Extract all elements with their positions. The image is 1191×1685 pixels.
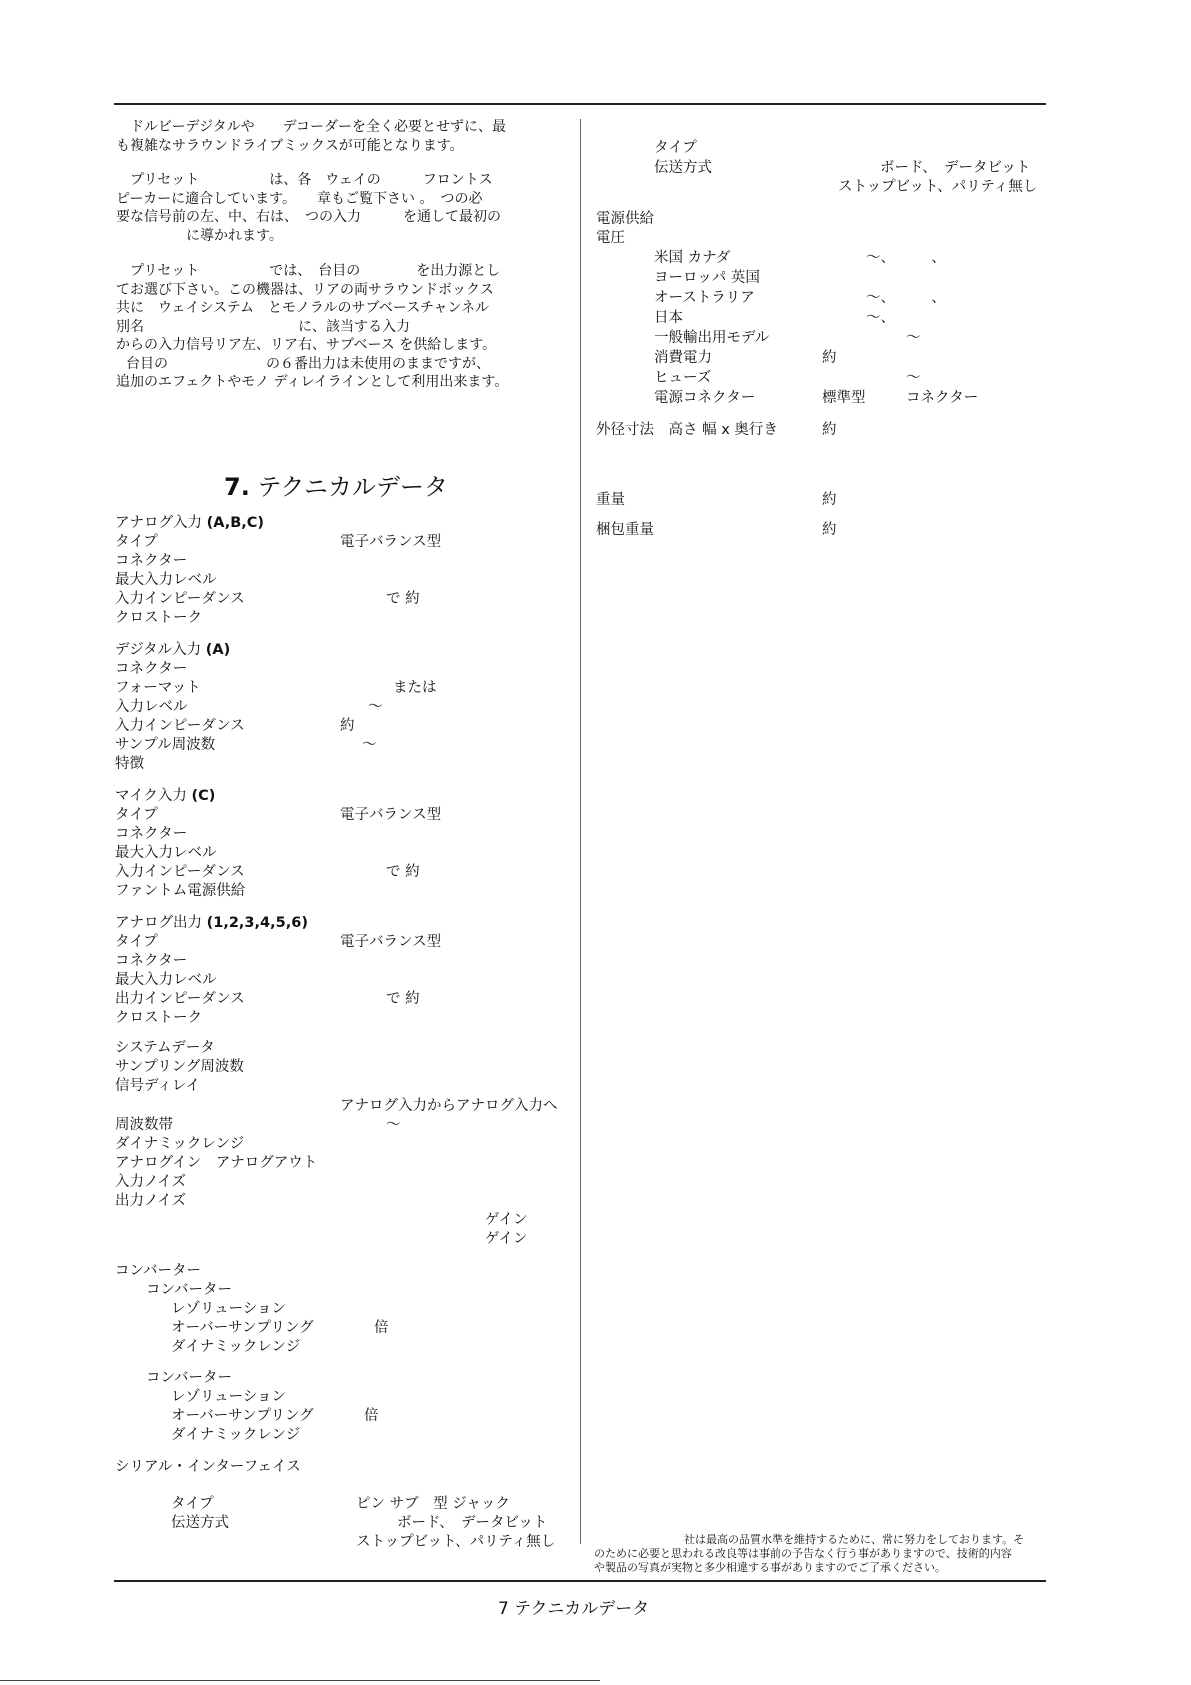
footer-edge-line bbox=[0, 1680, 600, 1681]
power-connector-value-1: 標準型 bbox=[822, 390, 866, 406]
mic-input-heading: マイク入力 (C) bbox=[115, 788, 216, 804]
analog-input-max-level: 最大入力レベル bbox=[115, 572, 217, 588]
section-title bbox=[224, 467, 448, 502]
mic-input-type-value: 電子バランス型 bbox=[340, 807, 442, 823]
serial-method: 伝送方式 bbox=[171, 1515, 229, 1531]
power-consumption: 消費電力 bbox=[654, 350, 712, 366]
digital-input-sample-rate: サンプル周波数 bbox=[115, 737, 216, 753]
system-output-noise: 出力ノイズ bbox=[115, 1193, 187, 1209]
intro-line: 台目の の６番出力は未使用のままですが、 bbox=[126, 355, 490, 372]
analog-input-type-value: 電子バランス型 bbox=[340, 534, 442, 550]
mic-input-impedance: 入力インピーダンス bbox=[115, 864, 245, 880]
intro-line: に導かれます。 bbox=[116, 227, 283, 244]
mic-input-connector: コネクター bbox=[115, 826, 188, 842]
intro-line: も複雑なサラウンドライブミックスが可能となります。 bbox=[116, 137, 464, 154]
serial-type: タイプ bbox=[171, 1496, 214, 1512]
intro-paragraph-1 bbox=[116, 118, 506, 155]
voltage-australia-value: ～、 、 bbox=[866, 290, 946, 306]
notice bbox=[594, 1533, 1024, 1575]
voltage-europe: ヨーロッパ 英国 bbox=[654, 270, 760, 286]
power-consumption-value: 約 bbox=[822, 350, 837, 366]
converter-sub-1: コンバーター bbox=[146, 1282, 232, 1298]
weight-value: 約 bbox=[822, 492, 837, 508]
mic-input-max-level: 最大入力レベル bbox=[115, 845, 217, 861]
serial-method-value-2: ストップビット、パリティ無し bbox=[356, 1534, 556, 1550]
system-gain-1: ゲイン bbox=[485, 1212, 528, 1228]
intro-line: 共に ウェイシステム とモノラルのサブベースチャンネル bbox=[116, 300, 490, 316]
serial-method-value-1: ボード、 データビット bbox=[397, 1515, 548, 1531]
system-delay-value: アナログ入力からアナログ入力へ bbox=[340, 1098, 558, 1114]
converter-heading: コンバーター bbox=[115, 1263, 201, 1279]
system-gain-2: ゲイン bbox=[485, 1231, 528, 1247]
voltage-japan-value: ～、 bbox=[866, 310, 895, 326]
voltage-export-value: ～ bbox=[906, 330, 921, 346]
dimensions: 外径寸法 高さ 幅 x 奥行き bbox=[596, 422, 778, 438]
digital-input-impedance: 入力インピーダンス bbox=[115, 718, 245, 734]
voltage-australia: オーストラリア bbox=[654, 290, 755, 306]
intro-line: からの入力信号リア左、リア右、サブベース を供給します。 bbox=[116, 337, 497, 353]
intro-paragraph-3 bbox=[116, 262, 508, 392]
mic-input-phantom: ファントム電源供給 bbox=[115, 883, 246, 899]
system-data-heading: システムデータ bbox=[115, 1040, 215, 1056]
mic-input-type: タイプ bbox=[115, 807, 158, 823]
analog-output-type-value: 電子バランス型 bbox=[340, 934, 442, 950]
right-method-value-2: ストップビット、パリティ無し bbox=[838, 179, 1038, 195]
analog-input-type: タイプ bbox=[115, 534, 158, 550]
intro-line: てお選び下さい。この機器は、リアの両サラウンドボックス bbox=[116, 281, 494, 298]
analog-output-crosstalk: クロストーク bbox=[115, 1010, 202, 1026]
system-analog-inout: アナログイン アナログアウト bbox=[115, 1155, 318, 1171]
intro-line: 要な信号前の左、中、右は、 つの入力 を通して最初の bbox=[116, 209, 501, 225]
converter-oversampling-2: オーバーサンプリング bbox=[171, 1408, 314, 1424]
converter-sub-2: コンバーター bbox=[146, 1370, 232, 1386]
serial-heading: シリアル・インターフェイス bbox=[115, 1459, 301, 1475]
analog-output-connector: コネクター bbox=[115, 953, 188, 969]
system-dynamic-range: ダイナミックレンジ bbox=[115, 1136, 245, 1152]
system-freq-value: ～ bbox=[386, 1117, 401, 1133]
column-divider bbox=[580, 119, 581, 1544]
intro-line: プリセット は、各 ウェイの フロントス bbox=[130, 172, 493, 188]
digital-input-features: 特徴 bbox=[115, 756, 144, 772]
mic-input-impedance-value: で 約 bbox=[386, 864, 420, 880]
analog-input-impedance: 入力インピーダンス bbox=[115, 591, 245, 607]
analog-input-crosstalk: クロストーク bbox=[115, 610, 202, 626]
intro-line: 別名 に、該当する入力 bbox=[116, 318, 410, 335]
system-freq-band: 周波数帯 bbox=[115, 1117, 173, 1133]
system-input-noise: 入力ノイズ bbox=[115, 1174, 187, 1190]
analog-input-connector: コネクター bbox=[115, 553, 188, 569]
voltage-us: 米国 カナダ bbox=[654, 250, 731, 266]
converter-resolution-1: レゾリューション bbox=[171, 1301, 286, 1317]
analog-output-impedance-value: で 約 bbox=[386, 991, 420, 1007]
section-number: 7. bbox=[224, 473, 250, 501]
digital-input-heading: デジタル入力 (A) bbox=[115, 642, 231, 658]
notice-line: 社は最高の品質水準を維持するために、常に努力をしております。そ bbox=[684, 1533, 1025, 1546]
right-type: タイプ bbox=[654, 140, 697, 156]
system-delay: 信号ディレイ bbox=[115, 1078, 201, 1094]
voltage-export: 一般輸出用モデル bbox=[654, 330, 770, 346]
power-connector-value-2: コネクター bbox=[906, 390, 979, 406]
digital-input-level: 入力レベル bbox=[115, 699, 188, 715]
analog-output-type: タイプ bbox=[115, 934, 158, 950]
power-connector: 電源コネクター bbox=[654, 390, 756, 406]
intro-paragraph-2 bbox=[116, 171, 501, 245]
digital-input-impedance-value: 約 bbox=[340, 718, 355, 734]
converter-oversampling-2-value: 倍 bbox=[364, 1408, 379, 1424]
voltage-japan: 日本 bbox=[654, 310, 683, 326]
voltage-us-value: ～、 、 bbox=[866, 250, 946, 266]
analog-output-max-level: 最大入力レベル bbox=[115, 972, 217, 988]
dimensions-value: 約 bbox=[822, 422, 837, 438]
digital-input-sample-rate-value: ～ bbox=[362, 737, 377, 753]
converter-oversampling-1: オーバーサンプリング bbox=[171, 1320, 314, 1336]
converter-dynamic-range-2: ダイナミックレンジ bbox=[171, 1427, 301, 1443]
intro-line: プリセット では、 台目の を出力源とし bbox=[130, 263, 501, 279]
digital-input-format: フォーマット bbox=[115, 680, 201, 696]
weight: 重量 bbox=[596, 492, 625, 508]
intro-line: ピーカーに適合しています。 章もご覧下さい 。 つの必 bbox=[116, 190, 483, 207]
converter-resolution-2: レゾリューション bbox=[171, 1389, 286, 1405]
fuse-value: ～ bbox=[906, 370, 921, 386]
bottom-rule bbox=[114, 1580, 1046, 1582]
analog-output-impedance: 出力インピーダンス bbox=[115, 991, 245, 1007]
power-heading: 電源供給 bbox=[596, 211, 654, 227]
analog-input-impedance-value: で 約 bbox=[386, 591, 420, 607]
digital-input-connector: コネクター bbox=[115, 661, 188, 677]
intro-line: ドルビーデジタルや デコーダーを全く必要とせずに、最 bbox=[130, 119, 507, 135]
top-rule bbox=[114, 103, 1046, 105]
analog-output-heading: アナログ出力 (1,2,3,4,5,6) bbox=[115, 915, 308, 931]
converter-oversampling-1-value: 倍 bbox=[374, 1320, 389, 1336]
voltage-label: 電圧 bbox=[596, 230, 625, 246]
intro-line: 追加のエフェクトやモノ ディレイラインとして利用出来ます。 bbox=[116, 374, 509, 390]
right-method-value-1: ボード、 データビット bbox=[880, 160, 1031, 176]
packed-weight-value: 約 bbox=[822, 522, 837, 538]
notice-line: や製品の写真が実物と多少相違する事がありますのでご了承ください。 bbox=[594, 1561, 946, 1574]
packed-weight: 梱包重量 bbox=[596, 522, 654, 538]
right-method: 伝送方式 bbox=[654, 160, 712, 176]
page-footer: 7 テクニカルデータ bbox=[498, 1599, 650, 1619]
section-title-text: テクニカルデータ bbox=[257, 473, 449, 501]
analog-input-heading: アナログ入力 (A,B,C) bbox=[115, 515, 265, 531]
digital-input-format-value: または bbox=[393, 680, 437, 696]
system-sampling: サンプリング周波数 bbox=[115, 1059, 244, 1075]
serial-type-value: ピン サブ 型 ジャック bbox=[356, 1496, 510, 1512]
converter-dynamic-range-1: ダイナミックレンジ bbox=[171, 1339, 301, 1355]
fuse: ヒューズ bbox=[654, 370, 712, 386]
digital-input-level-value: ～ bbox=[368, 699, 383, 715]
notice-line: のために必要と思われる改良等は事前の予告なく行う事がありますので、技術的内容 bbox=[594, 1547, 1012, 1560]
